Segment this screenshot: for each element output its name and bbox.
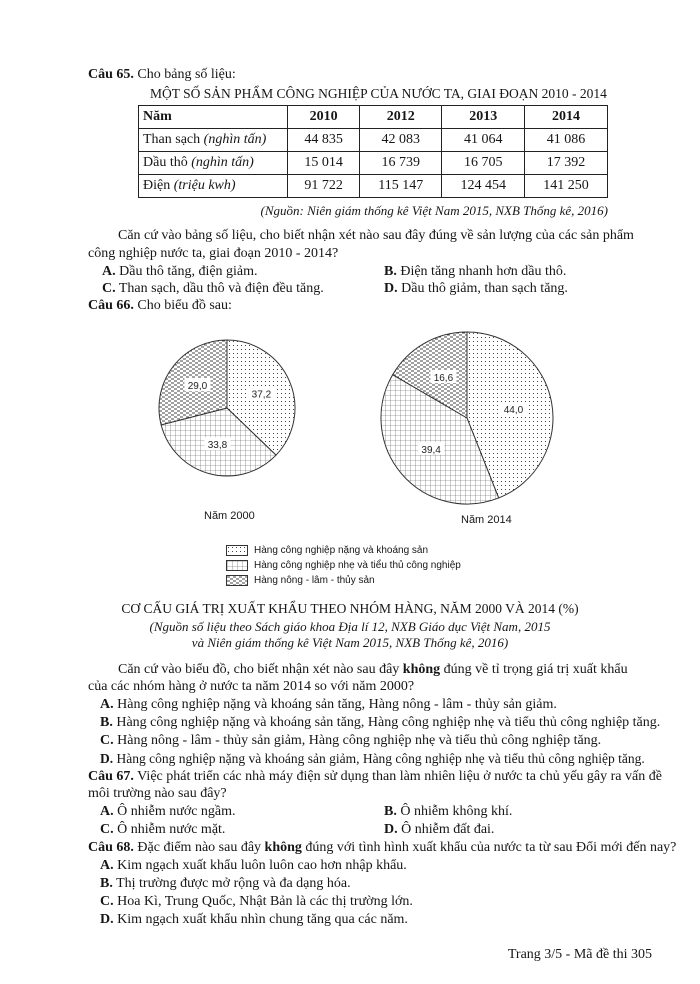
stem-text: đúng về tỉ trọng giá trị xuất khẩu <box>443 662 628 677</box>
pie-2000 <box>159 340 295 476</box>
option-key: D. <box>100 912 114 927</box>
option-key: D. <box>384 281 398 296</box>
page-footer: Trang 3/5 - Mã đề thi 305 <box>507 947 652 962</box>
q68-stem <box>88 839 676 856</box>
table-cell: 115 147 <box>360 175 442 198</box>
q67-option-a[interactable] <box>100 803 236 820</box>
option-key: D. <box>384 822 398 837</box>
table-cell: 91 722 <box>288 175 360 198</box>
q66-stem-line2: của các nhóm hàng ở nước ta năm 2014 so với năm 2000? <box>88 679 415 694</box>
option-key: B. <box>384 264 397 279</box>
stem-text: Căn cứ vào biểu đồ, cho biết nhận xét nào sau đây <box>118 662 400 677</box>
option-text: Hoa Kì, Trung Quốc, Nhật Bản là các thị trường lớn. <box>117 894 413 909</box>
q66-intro: Cho biểu đồ sau: <box>137 298 232 313</box>
option-key: C. <box>100 822 114 837</box>
header-cell: Năm <box>139 106 288 129</box>
option-text: Dầu thô giảm, than sạch tăng. <box>401 281 568 296</box>
q66-label: Câu 66. <box>88 298 134 313</box>
row-name: Dầu thô <box>143 155 188 170</box>
legend-swatch-grid <box>226 560 248 571</box>
legend-item-heavy-industry <box>226 545 428 556</box>
table-cell: 124 454 <box>442 175 525 198</box>
q67-option-d[interactable] <box>384 821 494 838</box>
legend-label: Hàng công nghiệp nặng và khoáng sản <box>254 545 429 557</box>
q65-intro: Cho bảng số liệu: <box>137 67 236 82</box>
slice-label: 33,8 <box>207 440 228 452</box>
row-unit: (nghìn tấn) <box>203 132 267 147</box>
option-text: Kim ngạch xuất khẩu luôn luôn cao hơn nhập khẩu. <box>117 858 407 873</box>
row-unit: (nghìn tấn) <box>191 155 254 170</box>
table-cell: 41 086 <box>525 129 608 152</box>
stem-emphasis: không <box>402 662 441 677</box>
chart-title: CƠ CẤU GIÁ TRỊ XUẤT KHẨU THEO NHÓM HÀNG, NĂM 2000 VÀ 2014 (%) <box>121 601 579 616</box>
option-text: Hàng công nghiệp nặng và khoáng sản tăng, Hàng công nghiệp nhẹ và tiểu thủ công nghiệp tăng. <box>116 715 661 730</box>
option-text: Hàng công nghiệp nặng và khoáng sản giảm, Hàng công nghiệp nhẹ và tiểu thủ công nghiệp tăng. <box>116 751 645 766</box>
slice-label: 16,6 <box>433 372 454 384</box>
legend-swatch-dots <box>226 545 248 556</box>
table-cell: 44 835 <box>288 129 360 152</box>
option-text: Than sạch, dầu thô và điện đều tăng. <box>118 281 324 296</box>
option-key: D. <box>100 751 114 766</box>
slice-label: 29,0 <box>187 381 208 393</box>
option-key: B. <box>100 876 113 891</box>
header-cell: 2014 <box>525 106 608 129</box>
table-cell: 16 739 <box>360 152 442 175</box>
option-text: Ô nhiễm nước mặt. <box>117 822 226 837</box>
stem-text: Đặc điểm nào sau đây <box>137 840 262 855</box>
q66-stem-line1 <box>118 661 628 678</box>
q68-option-d[interactable] <box>100 911 408 928</box>
option-text: Kim ngạch xuất khẩu nhìn chung tăng qua các năm. <box>117 912 408 927</box>
legend-item-agri <box>226 575 375 586</box>
slice-label: 39,4 <box>421 444 441 456</box>
table-title: MỘT SỐ SẢN PHẨM CÔNG NGHIỆP CỦA NƯỚC TA, GIAI ĐOẠN 2010 - 2014 <box>150 86 607 101</box>
option-text: Hàng công nghiệp nặng và khoáng sản tăng, Hàng nông - lâm - thủy sản giảm. <box>117 697 557 712</box>
row-unit: (triệu kwh) <box>173 178 236 193</box>
q67-stem-line2: môi trường nào sau đây? <box>88 786 227 801</box>
option-text: Dầu thô tăng, điện giảm. <box>119 264 258 279</box>
q65-stem-line2: công nghiệp nước ta, giai đoạn 2010 - 2014? <box>88 246 339 261</box>
option-key: C. <box>100 733 114 748</box>
chart-source-line1: (Nguồn số liệu theo Sách giáo khoa Địa lí 12, NXB Giáo dục Việt Nam, 2015 <box>149 619 551 634</box>
table-cell: 41 064 <box>442 129 525 152</box>
q65-label: Câu 65. <box>88 67 134 82</box>
option-text: Ô nhiễm đất đai. <box>401 822 495 837</box>
q67-stem-line1 <box>88 768 662 785</box>
q66-option-d[interactable] <box>100 750 645 767</box>
option-key: A. <box>102 264 116 279</box>
q66-option-a[interactable] <box>100 696 557 713</box>
option-key: B. <box>100 715 113 730</box>
q66-option-c[interactable] <box>100 732 601 749</box>
legend-label: Hàng công nghiệp nhẹ và tiểu thủ công nghiệp <box>254 560 461 572</box>
q65-stem-line1: Căn cứ vào bảng số liệu, cho biết nhận xét nào sau đây đúng về sản lượng của các sản phẩm <box>118 228 634 243</box>
q68-option-c[interactable] <box>100 893 413 910</box>
option-text: Hàng nông - lâm - thủy sản giảm, Hàng công nghiệp nhẹ và tiểu thủ công nghiệp tăng. <box>117 733 602 748</box>
legend-swatch-dash <box>226 575 248 586</box>
table-cell: 17 392 <box>525 152 608 175</box>
table-cell: 141 250 <box>525 175 608 198</box>
q67-option-c[interactable] <box>100 821 225 838</box>
legend-label: Hàng nông - lâm - thủy sản <box>254 575 375 587</box>
header-cell: 2012 <box>360 106 442 129</box>
option-key: C. <box>102 281 116 296</box>
chart-source-line2: và Niên giám thống kê Việt Nam 2015, NXB Thống kê, 2016) <box>191 635 509 650</box>
q66-option-b[interactable] <box>100 714 660 731</box>
stem-text: Việc phát triển các nhà máy điện sử dụng than làm nhiên liệu ở nước ta chủ yếu gây ra vấn đề <box>137 769 662 784</box>
row-name: Điện <box>143 178 171 193</box>
option-text: Điện tăng nhanh hơn dầu thô. <box>400 264 567 279</box>
pie-2014 <box>381 332 553 504</box>
option-key: A. <box>100 858 114 873</box>
stem-text: đúng với tình hình xuất khẩu của nước ta từ sau Đổi mới đến nay? <box>305 840 677 855</box>
option-text: Thị trường được mở rộng và đa dạng hóa. <box>116 876 351 891</box>
option-text: Ô nhiễm không khí. <box>400 804 513 819</box>
legend-item-light-industry <box>226 560 461 571</box>
option-key: B. <box>384 804 397 819</box>
header-cell: 2013 <box>442 106 525 129</box>
table-cell: 15 014 <box>288 152 360 175</box>
stem-emphasis: không <box>264 840 302 855</box>
q67-label: Câu 67. <box>88 769 134 784</box>
q68-option-a[interactable] <box>100 857 407 874</box>
option-text: Ô nhiễm nước ngầm. <box>117 804 236 819</box>
table-source: (Nguồn: Niên giám thống kê Việt Nam 2015, NXB Thống kê, 2016) <box>260 203 608 218</box>
q68-option-b[interactable] <box>100 875 351 892</box>
q68-label: Câu 68. <box>88 840 134 855</box>
option-key: C. <box>100 894 114 909</box>
pie-2014-caption: Năm 2014 <box>461 514 512 526</box>
pie-2000-caption: Năm 2000 <box>204 510 255 522</box>
table-cell: 42 083 <box>360 129 442 152</box>
header-cell: 2010 <box>288 106 360 129</box>
slice-label: 44,0 <box>503 405 524 417</box>
slice-label: 37,2 <box>251 389 272 401</box>
option-key: A. <box>100 697 114 712</box>
q67-option-b[interactable] <box>384 803 512 820</box>
row-name: Than sạch <box>143 132 201 147</box>
table-cell: 16 705 <box>442 152 525 175</box>
option-key: A. <box>100 804 114 819</box>
